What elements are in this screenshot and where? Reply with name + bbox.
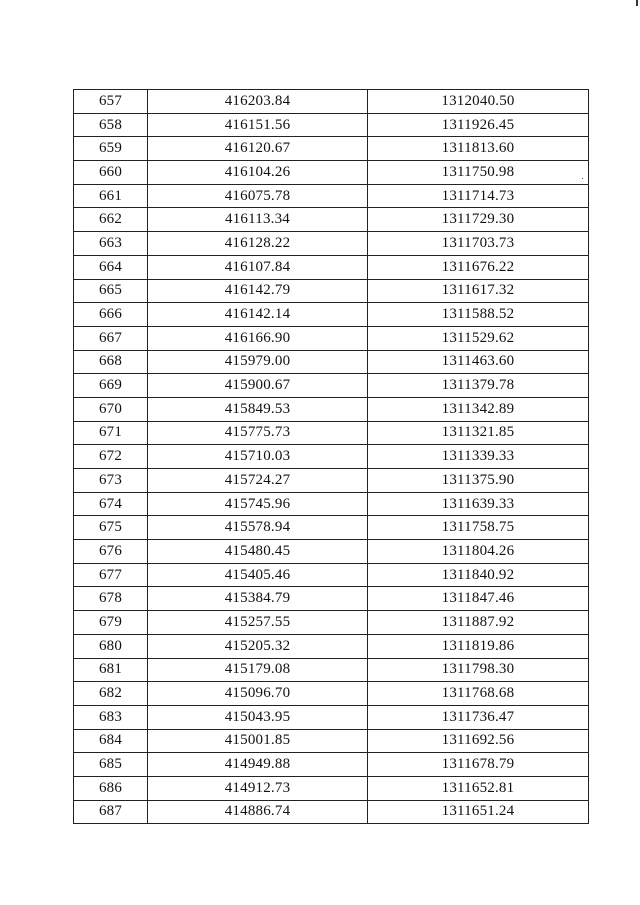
- point-number-cell: 668: [74, 350, 148, 374]
- x-coordinate-cell: 415745.96: [148, 492, 368, 516]
- y-coordinate-cell: 1311321.85: [368, 421, 589, 445]
- x-coordinate-cell: 415205.32: [148, 634, 368, 658]
- point-number-cell: 661: [74, 184, 148, 208]
- x-coordinate-cell: 415724.27: [148, 469, 368, 493]
- point-number-cell: 676: [74, 540, 148, 564]
- table-row: [74, 90, 589, 114]
- point-number-cell: 660: [74, 161, 148, 185]
- x-coordinate-cell: 416166.90: [148, 326, 368, 350]
- table-row: [74, 469, 589, 493]
- point-number-cell: 667: [74, 326, 148, 350]
- x-coordinate-cell: 416142.14: [148, 303, 368, 327]
- table-row: [74, 279, 589, 303]
- x-coordinate-cell: 415179.08: [148, 658, 368, 682]
- table-row: [74, 113, 589, 137]
- y-coordinate-cell: 1311651.24: [368, 800, 589, 824]
- x-coordinate-cell: 414912.73: [148, 776, 368, 800]
- point-number-cell: 684: [74, 729, 148, 753]
- point-number-cell: 683: [74, 705, 148, 729]
- y-coordinate-cell: 1311750.98: [368, 161, 589, 185]
- table-row: [74, 658, 589, 682]
- x-coordinate-cell: 416120.67: [148, 137, 368, 161]
- y-coordinate-cell: 1311798.30: [368, 658, 589, 682]
- table-row: [74, 682, 589, 706]
- point-number-cell: 672: [74, 445, 148, 469]
- coordinate-table: [73, 89, 589, 824]
- point-number-cell: 674: [74, 492, 148, 516]
- table-row: [74, 374, 589, 398]
- y-coordinate-cell: 1311729.30: [368, 208, 589, 232]
- x-coordinate-cell: 414886.74: [148, 800, 368, 824]
- table-row: [74, 445, 589, 469]
- x-coordinate-cell: 416107.84: [148, 255, 368, 279]
- point-number-cell: 670: [74, 397, 148, 421]
- point-number-cell: 665: [74, 279, 148, 303]
- y-coordinate-cell: 1311926.45: [368, 113, 589, 137]
- y-coordinate-cell: 1311339.33: [368, 445, 589, 469]
- y-coordinate-cell: 1311813.60: [368, 137, 589, 161]
- y-coordinate-cell: 1311714.73: [368, 184, 589, 208]
- point-number-cell: 673: [74, 469, 148, 493]
- table-row: [74, 587, 589, 611]
- point-number-cell: 687: [74, 800, 148, 824]
- table-row: [74, 540, 589, 564]
- x-coordinate-cell: 416151.56: [148, 113, 368, 137]
- point-number-cell: 679: [74, 611, 148, 635]
- table-row: [74, 137, 589, 161]
- y-coordinate-cell: 1311692.56: [368, 729, 589, 753]
- x-coordinate-cell: 416113.34: [148, 208, 368, 232]
- point-number-cell: 685: [74, 753, 148, 777]
- table-row: [74, 397, 589, 421]
- point-number-cell: 657: [74, 90, 148, 114]
- x-coordinate-cell: 415900.67: [148, 374, 368, 398]
- point-number-cell: 663: [74, 232, 148, 256]
- point-number-cell: 677: [74, 563, 148, 587]
- scan-artifact: [636, 0, 638, 6]
- y-coordinate-cell: 1311768.68: [368, 682, 589, 706]
- x-coordinate-cell: 415979.00: [148, 350, 368, 374]
- point-number-cell: 680: [74, 634, 148, 658]
- x-coordinate-cell: 415001.85: [148, 729, 368, 753]
- x-coordinate-cell: 416075.78: [148, 184, 368, 208]
- point-number-cell: 669: [74, 374, 148, 398]
- x-coordinate-cell: 415578.94: [148, 516, 368, 540]
- y-coordinate-cell: 1311887.92: [368, 611, 589, 635]
- table-row: [74, 563, 589, 587]
- table-row: [74, 776, 589, 800]
- x-coordinate-cell: 414949.88: [148, 753, 368, 777]
- x-coordinate-cell: 415480.45: [148, 540, 368, 564]
- table-row: [74, 184, 589, 208]
- y-coordinate-cell: 1311617.32: [368, 279, 589, 303]
- point-number-cell: 658: [74, 113, 148, 137]
- point-number-cell: 678: [74, 587, 148, 611]
- y-coordinate-cell: 1311758.75: [368, 516, 589, 540]
- x-coordinate-cell: 416104.26: [148, 161, 368, 185]
- y-coordinate-cell: 1311736.47: [368, 705, 589, 729]
- y-coordinate-cell: 1311703.73: [368, 232, 589, 256]
- y-coordinate-cell: 1311342.89: [368, 397, 589, 421]
- table-row: [74, 161, 589, 185]
- table-row: [74, 303, 589, 327]
- y-coordinate-cell: 1311529.62: [368, 326, 589, 350]
- y-coordinate-cell: 1312040.50: [368, 90, 589, 114]
- y-coordinate-cell: 1311639.33: [368, 492, 589, 516]
- table-row: [74, 611, 589, 635]
- table-row: [74, 705, 589, 729]
- x-coordinate-cell: 416203.84: [148, 90, 368, 114]
- x-coordinate-cell: 415405.46: [148, 563, 368, 587]
- y-coordinate-cell: 1311804.26: [368, 540, 589, 564]
- point-number-cell: 662: [74, 208, 148, 232]
- y-coordinate-cell: 1311375.90: [368, 469, 589, 493]
- x-coordinate-cell: 415710.03: [148, 445, 368, 469]
- coordinate-table-body: [74, 90, 589, 824]
- y-coordinate-cell: 1311676.22: [368, 255, 589, 279]
- point-number-cell: 682: [74, 682, 148, 706]
- x-coordinate-cell: 415043.95: [148, 705, 368, 729]
- point-number-cell: 681: [74, 658, 148, 682]
- y-coordinate-cell: 1311840.92: [368, 563, 589, 587]
- table-row: [74, 232, 589, 256]
- table-row: [74, 753, 589, 777]
- y-coordinate-cell: 1311379.78: [368, 374, 589, 398]
- y-coordinate-cell: 1311588.52: [368, 303, 589, 327]
- table-row: [74, 326, 589, 350]
- table-row: [74, 516, 589, 540]
- table-row: [74, 492, 589, 516]
- y-coordinate-cell: 1311463.60: [368, 350, 589, 374]
- point-number-cell: 671: [74, 421, 148, 445]
- table-row: [74, 421, 589, 445]
- point-number-cell: 659: [74, 137, 148, 161]
- table-row: [74, 634, 589, 658]
- table-row: [74, 255, 589, 279]
- y-coordinate-cell: 1311652.81: [368, 776, 589, 800]
- y-coordinate-cell: 1311678.79: [368, 753, 589, 777]
- point-number-cell: 686: [74, 776, 148, 800]
- x-coordinate-cell: 416142.79: [148, 279, 368, 303]
- x-coordinate-cell: 416128.22: [148, 232, 368, 256]
- point-number-cell: 675: [74, 516, 148, 540]
- y-coordinate-cell: 1311819.86: [368, 634, 589, 658]
- point-number-cell: 666: [74, 303, 148, 327]
- x-coordinate-cell: 415775.73: [148, 421, 368, 445]
- table-row: [74, 800, 589, 824]
- x-coordinate-cell: 415096.70: [148, 682, 368, 706]
- x-coordinate-cell: 415849.53: [148, 397, 368, 421]
- y-coordinate-cell: 1311847.46: [368, 587, 589, 611]
- x-coordinate-cell: 415257.55: [148, 611, 368, 635]
- point-number-cell: 664: [74, 255, 148, 279]
- table-row: [74, 729, 589, 753]
- table-row: [74, 350, 589, 374]
- table-row: [74, 208, 589, 232]
- x-coordinate-cell: 415384.79: [148, 587, 368, 611]
